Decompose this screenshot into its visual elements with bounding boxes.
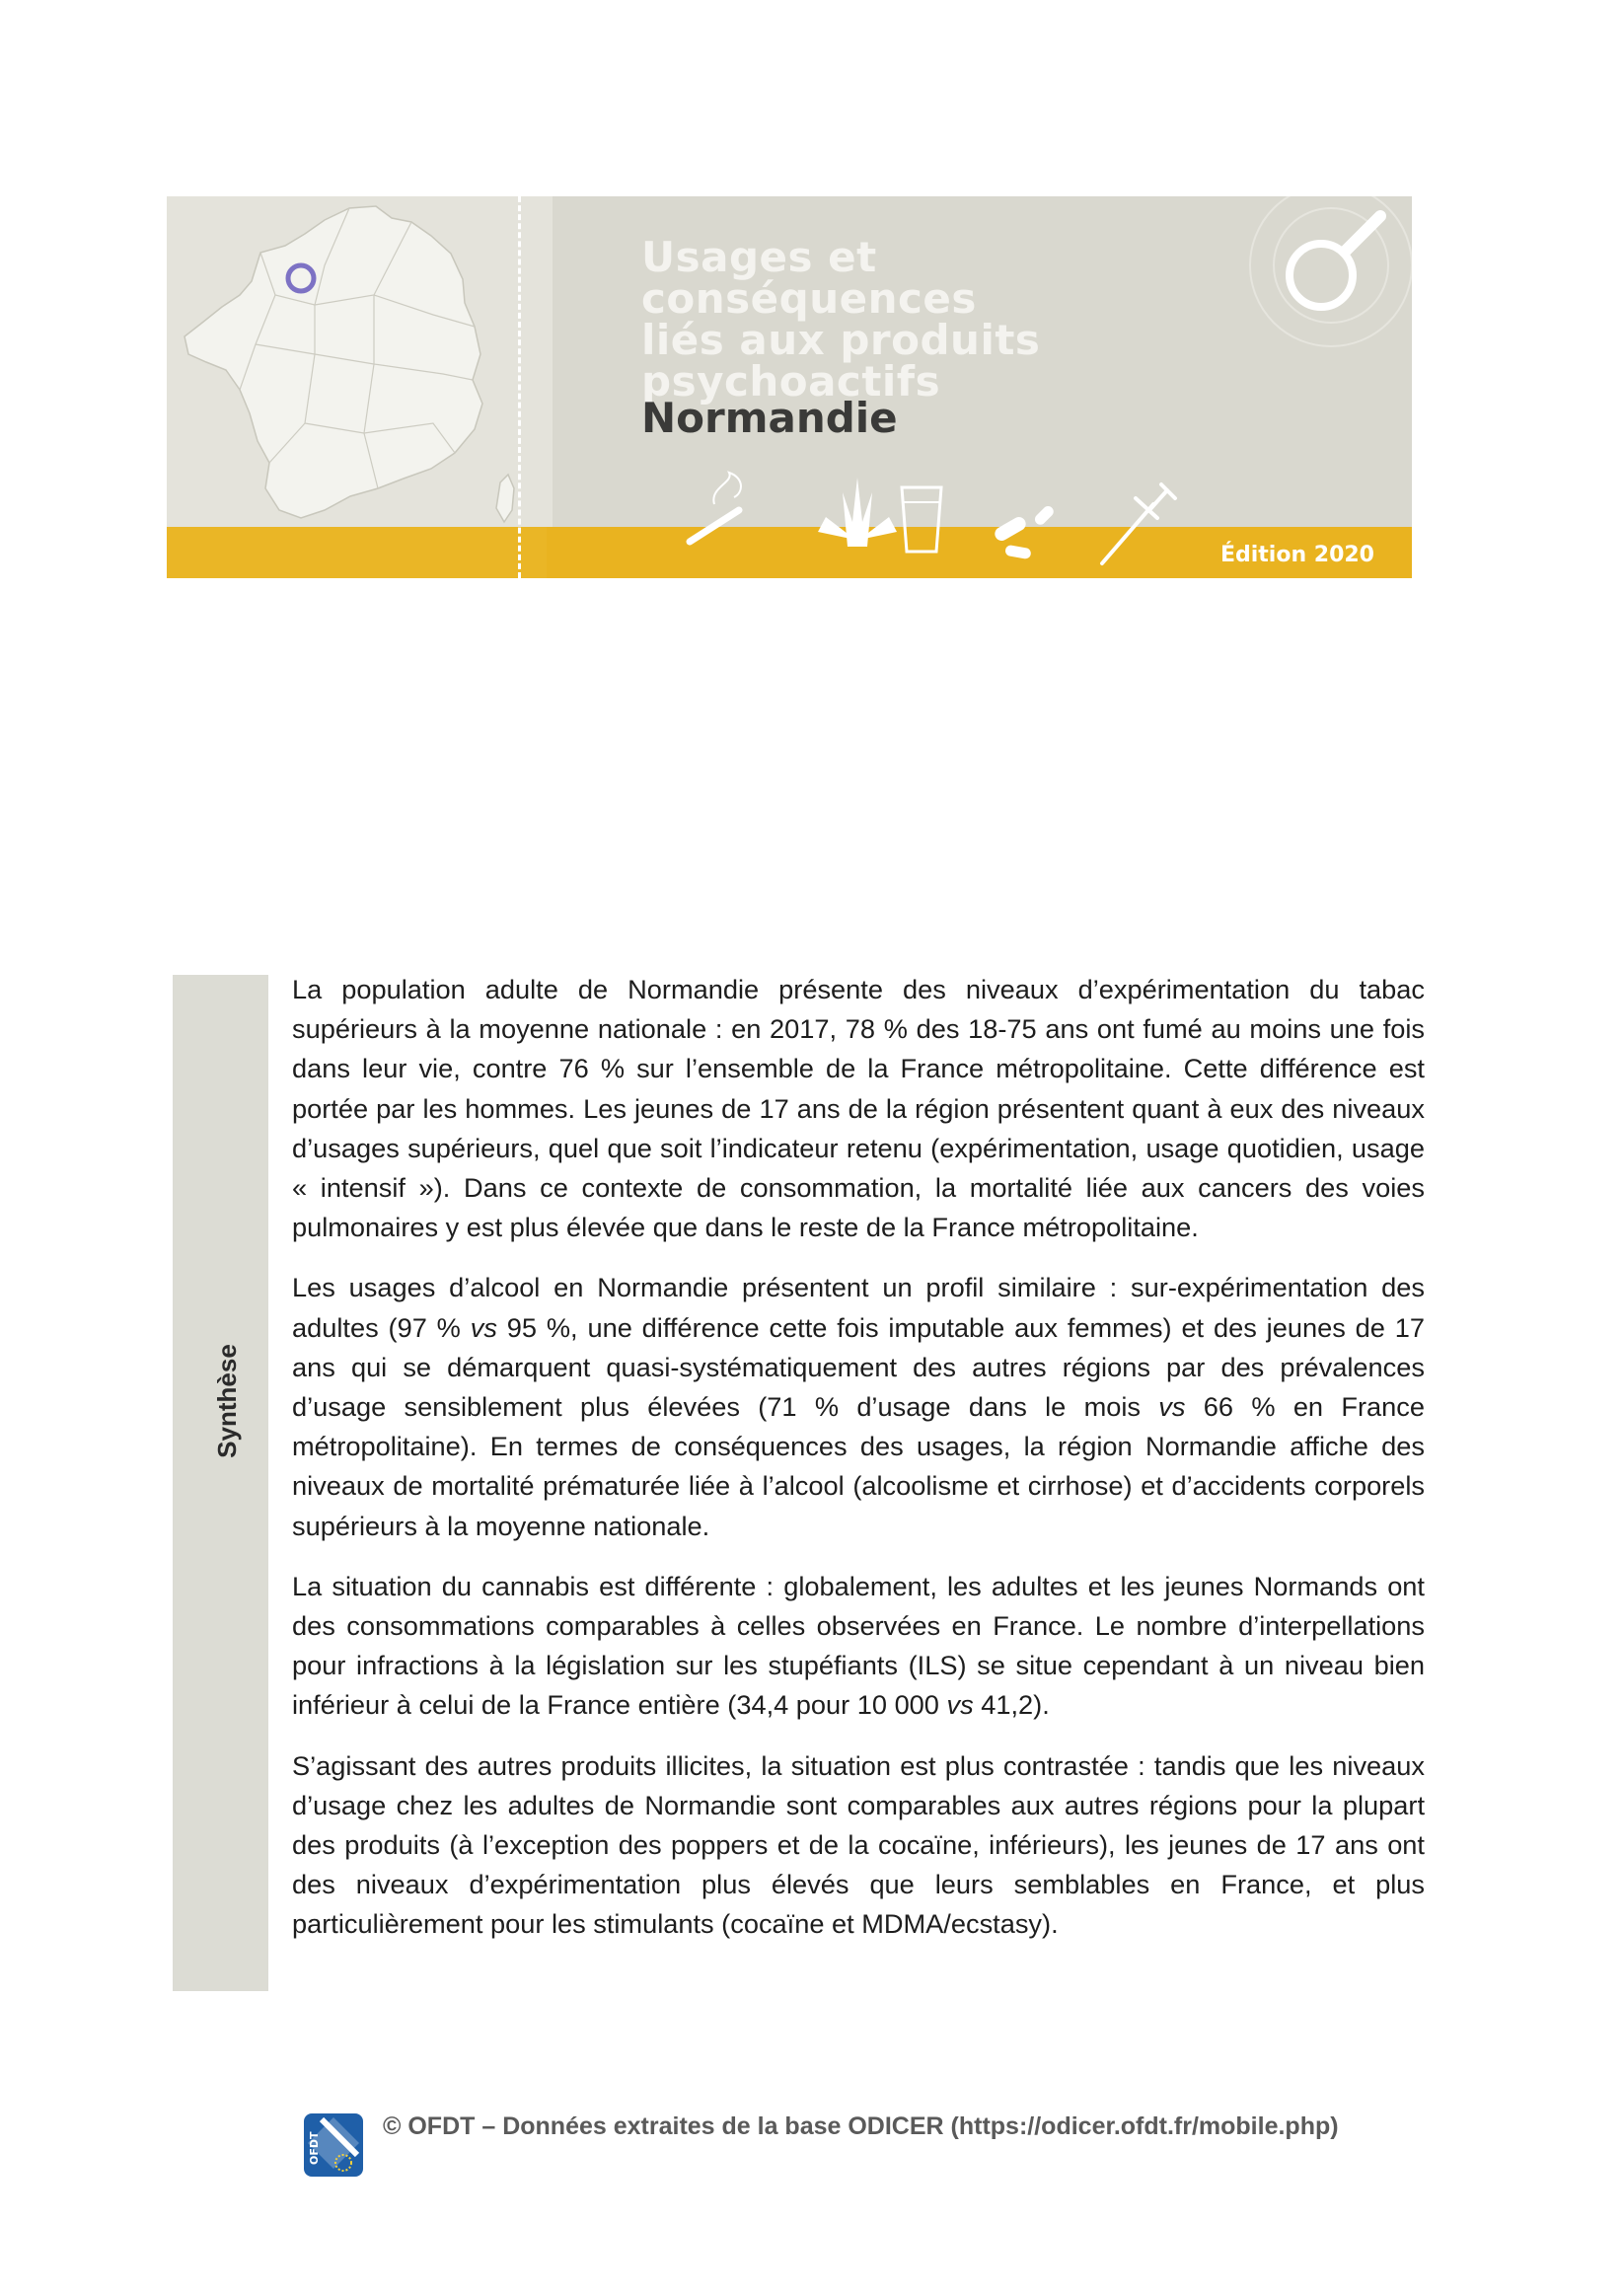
- synthese-label: Synthèse: [212, 1344, 242, 1458]
- ofdt-logo: [304, 2113, 363, 2177]
- synthese-content: [292, 970, 1425, 1965]
- cigarette-icon: [690, 473, 741, 542]
- svg-text:OFDT: OFDT: [308, 2131, 321, 2165]
- banner-title-line-2: liés aux produits: [641, 316, 1041, 364]
- region-name: Normandie: [641, 394, 898, 442]
- banner-title: [641, 233, 1194, 406]
- beer-glass-icon: [902, 487, 941, 552]
- synthese-paragraph-alcool: Les usages d’alcool en Normandie présentent un profil similaire : sur-expérimentation des adultes (97 % vs 95 %, une différence cette fois imputable aux femmes) et des jeunes de 17 ans qui se démarquent quasi-systématiquement des autres régions par des prévalences d’usage sensiblement plus élevées (71 % d’usage dans le mois vs 66 % en France métropolitaine). En termes de conséquences des usages, la région Normandie affiche des niveaux de mortalité prématurée liée à l’alcool (alcoolisme et cirrhose) et d’accidents corporels supérieurs à la moyenne nationale.: [292, 1272, 1425, 1541]
- edition-label: Édition 2020: [1219, 543, 1374, 567]
- banner-title-line-1: Usages et conséquences: [641, 233, 977, 323]
- header-banner: [167, 196, 1412, 578]
- synthese-paragraph-illicites: S’agissant des autres produits illicites, la situation est plus contrastée : tandis que les niveaux d’usage chez les adultes de Normandie sont comparables aux autres régions pour la plupart des produits (à l’exception des poppers et de la cocaïne, inférieurs), les jeunes de 17 ans ont des niveaux d’expérimentation plus élevés que leurs semblables en France, et plus particulièrement pour les stimulants (cocaïne et MDMA/ecstasy).: [292, 1749, 1425, 1940]
- magnifier-icon: [1250, 196, 1412, 346]
- synthese-paragraph-tabac: La population adulte de Normandie présente des niveaux d’expérimentation du tabac supérieurs à la moyenne nationale : en 2017, 78 % des 18-75 ans ont fumé au moins une fois dans leur vie, contre 76 % sur l’ensemble de la France métropolitaine. Cette différence est portée par les hommes. Les jeunes de 17 ans de la région présentent quant à eux des niveaux d’usages supérieurs, quel que soit l’indicateur retenu (expérimentation, usage quotidien, usage « intensif »). Dans ce contexte de consommation, la mortalité liée aux cancers des voies pulmonaires y est plus élevée que dans le reste de la France métropolitaine.: [292, 974, 1425, 1243]
- banner-title-line-3: psychoactifs: [641, 357, 941, 406]
- footer-credit: © OFDT – Données extraites de la base ODICER (https://odicer.ofdt.fr/mobile.php): [383, 2112, 1339, 2140]
- pills-icon: [993, 504, 1056, 559]
- syringe-icon: [1102, 484, 1175, 563]
- synthese-paragraph-cannabis: La situation du cannabis est différente : globalement, les adultes et les jeunes Normands ont des consommations comparables à celles observées en France. Le nombre d’interpellations pour infractions à la législation sur les stupéfiants (ILS) se situe cependant à un niveau bien inférieur à celui de la France entière (34,4 pour 10 000 vs 41,2).: [292, 1570, 1425, 1721]
- cannabis-leaf-icon: [818, 478, 897, 547]
